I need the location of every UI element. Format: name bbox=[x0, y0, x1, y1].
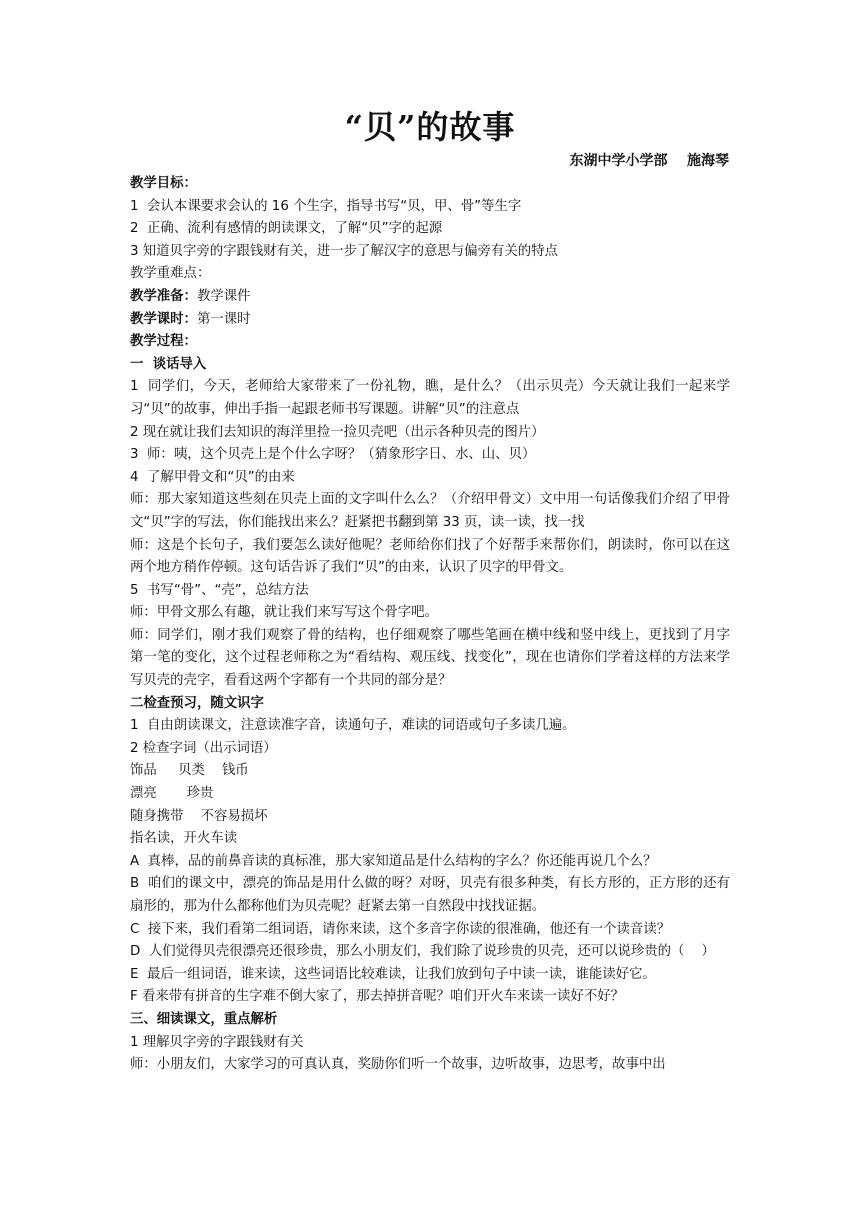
section-heading: 二检查预习，随文识字 bbox=[130, 695, 264, 711]
document-body bbox=[130, 173, 730, 1077]
section-paragraph: F 看来带有拼音的生字难不倒大家了，那去掉拼音呢？咱们开火车来读一读好不好？ bbox=[130, 989, 625, 1005]
section-paragraph: D 人们觉得贝壳很漂亮还很珍贵，那么小朋友们，我们除了说珍贵的贝壳，还可以说珍贵的（ ） bbox=[130, 944, 715, 960]
prep-label: 教学准备： bbox=[130, 288, 197, 304]
process-heading: 教学过程： bbox=[130, 334, 197, 350]
difficulty-heading: 教学重难点： bbox=[130, 266, 211, 282]
section-paragraph: 指名读，开火车读 bbox=[130, 831, 238, 847]
section-paragraph: 师：小朋友们，大家学习的可真认真，奖励你们听一个故事，边听故事，边思考，故事中出 bbox=[130, 1057, 666, 1073]
period-label: 教学课时： bbox=[130, 311, 197, 327]
document-title: “贝”的故事 bbox=[344, 108, 516, 146]
section-paragraph: 1 同学们，今天，老师给大家带来了一份礼物，瞧，是什么？（出示贝壳）今天就让我们一起来学习“贝”的故事，伸出手指一起跟老师书写课题。讲解“贝”的注意点 bbox=[130, 379, 730, 417]
goals-heading: 教学目标： bbox=[130, 176, 197, 191]
vocab-row: 饰品 贝类 钱币 bbox=[130, 763, 249, 779]
goal-item: 1 会认本课要求会认的 16 个生字，指导书写“贝，甲、骨”等生字 bbox=[130, 198, 522, 214]
section-paragraph: A 真棒，品的前鼻音读的真标准，那大家知道品是什么结构的字么？你还能再说几个么？ bbox=[130, 853, 657, 869]
section-paragraph: B 咱们的课文中，漂亮的饰品是用什么做的呀？对呀，贝壳有很多种类，有长方形的，正方形的还有扇形的，那为什么都称他们为贝壳呢？赶紧去第一自然段中找找证据。 bbox=[130, 876, 730, 914]
section-paragraph: 师：甲骨文那么有趣，就让我们来写写这个骨字吧。 bbox=[130, 605, 438, 621]
subsection-heading: 1 理解贝字旁的字跟钱财有关 bbox=[130, 1034, 304, 1050]
goal-item: 2 正确、流利有感情的朗读课文，了解“贝”字的起源 bbox=[130, 221, 443, 237]
section-heading: 一 谈话导入 bbox=[130, 356, 207, 372]
prep-value: 教学课件 bbox=[196, 288, 251, 304]
vocab-row: 随身携带 不容易损坏 bbox=[130, 808, 268, 824]
goal-item: 3 知道贝字旁的字跟钱财有关，进一步了解汉字的意思与偏旁有关的特点 bbox=[130, 243, 558, 259]
section-paragraph: 5 书写“骨”、“壳”，总结方法 bbox=[130, 582, 309, 598]
section-paragraph: C 接下来，我们看第二组词语，请你来读，这个多音字你读的很准确，他还有一个读音读？ bbox=[130, 921, 671, 937]
author-line: 东湖中学小学部 施海琴 bbox=[569, 153, 729, 169]
section-paragraph: 2 现在就让我们去知识的海洋里捡一捡贝壳吧（出示各种贝壳的图片） bbox=[130, 424, 545, 440]
section-paragraph: 3 师：咦，这个贝壳上是个什么字呀？（猜象形字日、水、山、贝） bbox=[130, 447, 536, 463]
section-paragraph: E 最后一组词语，谁来读，这些词语比较难读，让我们放到句子中读一读，谁能读好它。 bbox=[130, 966, 656, 982]
section-paragraph: 师：这是个长句子，我们要怎么读好他呢？老师给你们找了个好帮手来帮你们，朗读时，你可以在这两个地方稍作停顿。这句话告诉了我们“贝”的由来，认识了贝字的甲骨文。 bbox=[130, 537, 730, 576]
section-heading: 三、细读课文，重点解析 bbox=[130, 1011, 278, 1027]
vocab-row: 漂亮 珍贵 bbox=[130, 786, 214, 802]
section-paragraph: 师：同学们，刚才我们观察了骨的结构，也仔细观察了哪些笔画在横中线和竖中线上，更找到了月字第一笔的变化，这个过程老师称之为“看结构、观压线、找变化”，现在也请你们学着这样的方法来学写贝壳的壳字，看看这两个字都有一个共同的部分是？ bbox=[130, 627, 730, 689]
section-paragraph: 2 检查字词（出示词语） bbox=[130, 740, 277, 756]
section-paragraph: 师：那大家知道这些刻在贝壳上面的文字叫什么么？（介绍甲骨文）文中用一句话像我们介绍了甲骨文“贝”字的写法，你们能找出来么？赶紧把书翻到第 33 页，读一读，找一找 bbox=[130, 492, 730, 530]
section-paragraph: 4 了解甲骨文和“贝”的由来 bbox=[130, 469, 295, 485]
section-paragraph: 1 自由朗读课文，注意读准字音，读通句子，难读的词语或句子多读几遍。 bbox=[130, 718, 576, 734]
period-line bbox=[130, 309, 730, 332]
prep-line bbox=[130, 286, 730, 309]
period-value: 第一课时 bbox=[196, 311, 251, 327]
